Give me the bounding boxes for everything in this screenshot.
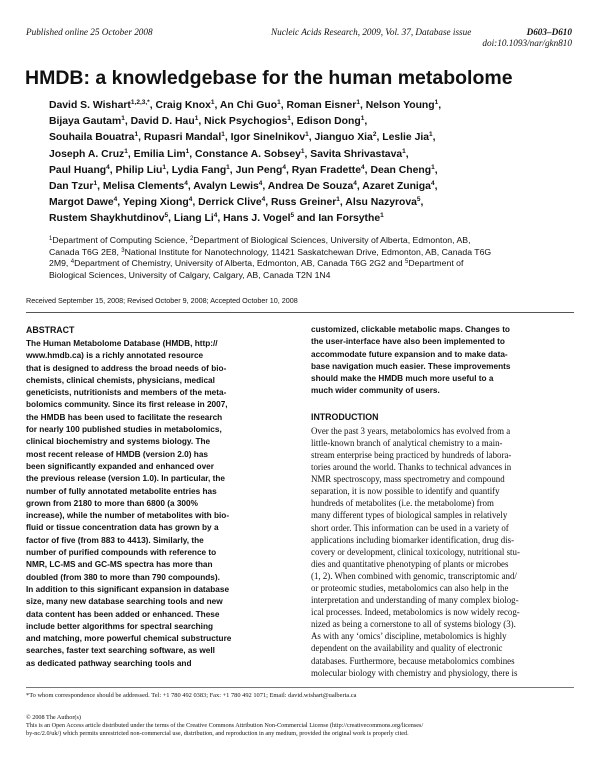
text-line: interpretation and understanding of many complex biolog- [311, 595, 519, 606]
text-line: doubled (from 380 to more than 790 compounds). [26, 572, 220, 582]
text-line: the HMDB has been used to facilitate the research [26, 412, 223, 422]
text-line: been significantly expanded and enhanced over [26, 461, 214, 471]
text-line: chemists, clinical chemists, physicians, medical [26, 375, 215, 385]
abstract-text-continued [311, 324, 577, 398]
text-line: As with any ‘omics’ discipline, metabolomics is highly [311, 631, 507, 642]
text-line: ical processes. Indeed, metabolomics is now widely recog- [311, 607, 520, 618]
text-line: should make the HMDB much more useful to a [311, 374, 494, 384]
author-line: Paul Huang$^4$, Philip Liu$^1$, Lydia Fang$^1$, Jun Peng$^4$, Ryan Fradette$^4$, Dean Cheng$^1$, [49, 163, 438, 176]
text-line: NMR, LC-MS and GC-MS spectra has more than [26, 560, 213, 570]
text-line: NMR spectroscopy, mass spectrometry and compound [311, 474, 505, 485]
journal-citation: Nucleic Acids Research, 2009, Vol. 37, Database issue [271, 27, 472, 37]
text-line: dies and quantitative phenotyping of plants or microbes [311, 558, 509, 569]
text-line: the previous release (version 1.0). In particular, the [26, 474, 225, 484]
footnote-divider [26, 687, 574, 688]
text-line: tories around the world. Thanks to technical advances in [311, 462, 512, 473]
text-line: accommodate future expansion and to make data- [311, 349, 508, 359]
right-column [311, 324, 577, 679]
text-line: many different types of biological samples in relatively [311, 510, 508, 521]
text-line: databases. Furthermore, because metabolomics combines [311, 655, 515, 666]
text-line: number of purified compounds with reference to [26, 548, 217, 558]
text-line: geneticists, nutritionists and members of the meta- [26, 388, 227, 398]
copyright-notice: © 2008 The Author(s) This is an Open Access article distributed under the terms of the Creative Commons Attribution Non-Commercial License (http://creativecommons.org/licenses/ by-nc/2.0/uk/) which permits unrestricted non-commercial use, distribution, and reproduction in any medium, provided the original work is properly cited. [26, 714, 424, 737]
author-line: Rustem Shaykhutdinov$^5$, Liang Li$^4$, Hans J. Vogel$^5$ and Ian Forsythe$^1$ [49, 212, 384, 225]
doi[interactable]: doi:10.1093/nar/gkn810 [482, 38, 572, 48]
text-line: little-known branch of analytical chemistry to a main- [311, 437, 503, 448]
text-line: grown from 2180 to more than 6800 (a 300% [26, 498, 198, 508]
author-line: Bijaya Gautam$^1$, David D. Hau$^1$, Nick Psychogios$^1$, Edison Dong$^1$, [49, 115, 368, 128]
text-line: fluid or tissue concentration data has grown by a [26, 523, 219, 533]
text-line: short order. This information can be used in a variety of [311, 522, 509, 533]
page-range-doi [482, 27, 572, 49]
text-line: that is designed to address the broad needs of bio- [26, 363, 227, 373]
text-line: (1, 2). When combined with genomic, transcriptomic and/ [311, 570, 517, 581]
introduction-heading: INTRODUCTION [311, 411, 379, 422]
page-range: D603–D610 [526, 27, 572, 37]
text-line: size, many new database searching tools and new [26, 597, 223, 607]
text-line: include better algorithms for spectral searching [26, 621, 214, 631]
text-line: Over the past 3 years, metabolomics has evolved from a [311, 425, 511, 436]
text-line: www.hmdb.ca) is a richly annotated resource [26, 351, 204, 361]
text-line: The Human Metabolome Database (HMDB, http:// [26, 339, 218, 348]
text-line: for nearly 100 published studies in metabolomics, [26, 425, 222, 435]
text-line: most recent release of HMDB (version 2.0) has [26, 449, 209, 459]
text-line: customized, clickable metabolic maps. Changes to [311, 325, 510, 334]
section-divider [26, 312, 574, 313]
text-line: applications including biomarker identification, drug dis- [311, 534, 515, 545]
text-line: nized as being a cornerstone to all of systems biology (3). [311, 619, 516, 630]
text-line: factor of five (from 883 to 4413). Similarly, the [26, 535, 204, 545]
text-line: clinical biochemistry and systems biology. The [26, 437, 211, 447]
text-line: or proteomic studies, metabolomics can also help in the [311, 583, 509, 593]
text-line: searches, faster text searching software, as well [26, 646, 215, 656]
abstract-text [26, 338, 296, 670]
text-line: much wider community of users. [311, 386, 440, 396]
text-line: stream enterprise being practiced by hundreds of labora- [311, 449, 512, 460]
left-column [26, 324, 296, 670]
received-dates: Received September 15, 2008; Revised October 9, 2008; Accepted October 10, 2008 [26, 296, 298, 305]
text-line: In addition to this significant expansion in database [26, 584, 230, 594]
text-line: molecular biology with chemistry and physiology, there is [311, 667, 518, 678]
text-line: number of fully annotated metabolite entries has [26, 486, 217, 496]
introduction-text [311, 425, 577, 679]
text-line: covery or development, clinical toxicology, nutritional stu- [311, 546, 520, 557]
text-line: and matching, more powerful chemical substructure [26, 634, 232, 644]
affiliations: $^1$Department of Computing Science, $^2$Department of Biological Sciences, University of Alberta, Edmonton, AB, Canada T6G 2E8, $^3$National Institute for Nanotechnology, 11421 Saskatchewan Drive, Edmonton, AB, Canada T6G 2M9, $^4$Department of Chemistry, University of Alberta, Edmonton, AB, Canada T6G 2G2 and $^5$Department of Biological Sciences, University of Calgary, Calgary, AB, Canada T2N 1N4 [49, 235, 492, 280]
text-line: the user-interface have also been implemented to [311, 337, 505, 347]
article-title: HMDB: a knowledgebase for the human metabolome [25, 67, 513, 89]
text-line: base navigation much easier. These improvements [311, 361, 511, 371]
correspondence-footnote: *To whom correspondence should be addressed. Tel: +1 780 492 0383; Fax: +1 780 492 1071; Email: david.wishart@ualberta.ca [26, 692, 357, 699]
publication-date: Published online 25 October 2008 [26, 27, 153, 37]
text-line: separation, it is now possible to identify and quantify [311, 486, 500, 497]
author-line: Souhaila Bouatra$^1$, Rupasri Mandal$^1$, Igor Sinelnikov$^1$, Jianguo Xia$^2$, Leslie Jia$^1$, [49, 131, 436, 144]
abstract-heading: ABSTRACT [26, 325, 75, 335]
author-line: Dan Tzur$^1$, Melisa Clements$^4$, Avalyn Lewis$^4$, Andrea De Souza$^4$, Azaret Zuniga$^4$, [49, 180, 438, 193]
text-line: bolomics community. Since its first release in 2007, [26, 400, 228, 410]
text-line: data content has been added or enhanced. These [26, 609, 220, 619]
text-line: increase), while the number of metabolites with bio- [26, 511, 230, 521]
author-line: David S. Wishart$^{1,2,3,*}$, Craig Knox$^1$, An Chi Guo$^1$, Roman Eisner$^1$, Nelson Young$^1$, [49, 99, 442, 111]
text-line: hundreds of metabolites (i.e. the metabolome) from [311, 498, 494, 509]
text-line: as dedicated pathway searching tools and [26, 658, 192, 668]
author-line: Joseph A. Cruz$^1$, Emilia Lim$^1$, Constance A. Sobsey$^1$, Savita Shrivastava$^1$, [49, 147, 409, 160]
text-line: dependent on the availability and quality of electronic [311, 643, 503, 654]
author-line: Margot Dawe$^4$, Yeping Xiong$^4$, Derrick Clive$^4$, Russ Greiner$^1$, Alsu Nazyrova$^5$, [49, 196, 424, 209]
author-list [49, 98, 589, 228]
